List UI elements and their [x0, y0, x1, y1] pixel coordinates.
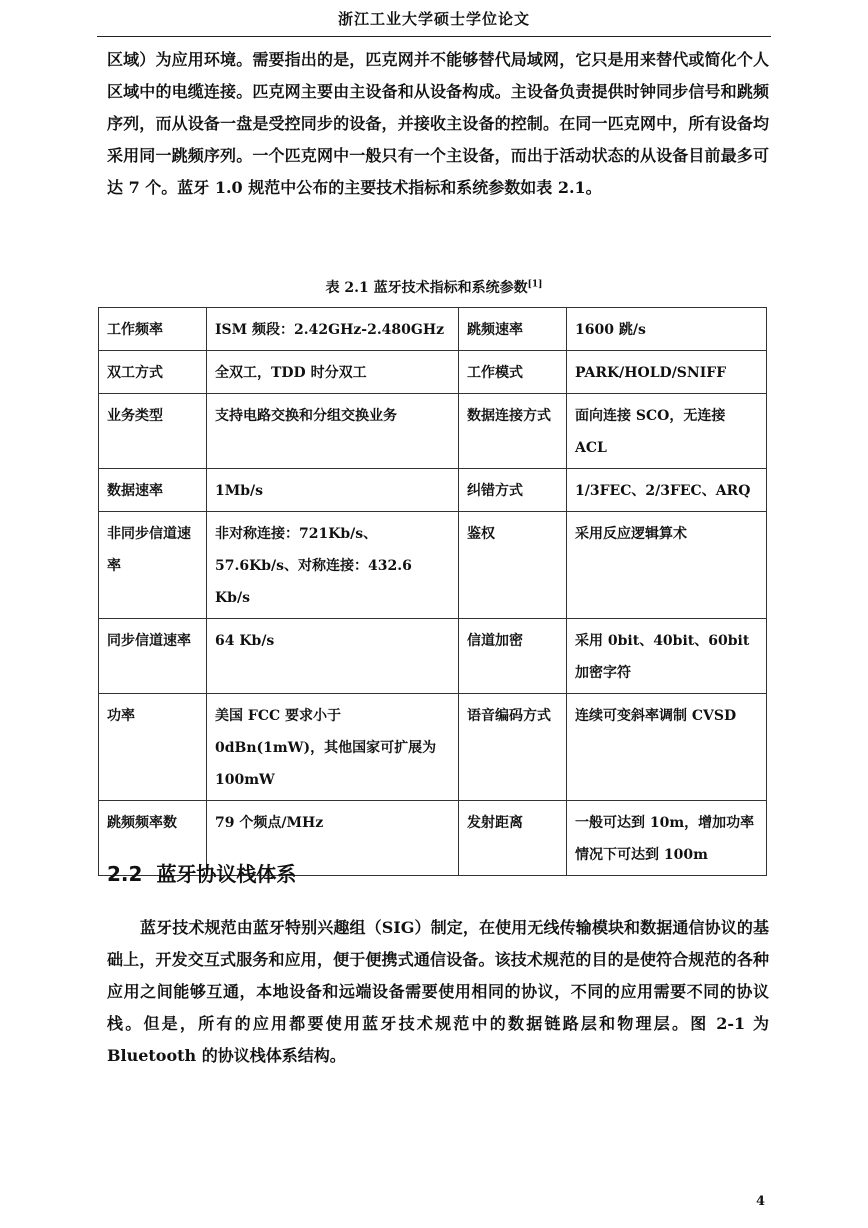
table-cell: 面向连接 SCO，无连接 ACL [567, 394, 767, 469]
body-paragraph-1: 区域）为应用环境。需要指出的是，匹克网并不能够替代局域网，它只是用来替代或简化个人区域中的电缆连接。匹克网主要由主设备和从设备构成。主设备负责提供时钟同步信号和跳频序列，而从设备一盘是受控同步的设备，并接收主设备的控制。在同一匹克网中，所有设备均采用同一跳频序列。一个匹克网中一般只有一个主设备，而出于活动状态的从设备目前最多可达 7 个。蓝牙 1.0 规范中公布的主要技术指标和系统参数如表 2.1。 [107, 50, 769, 197]
table-cell: 纠错方式 [459, 469, 567, 512]
table-cell: 工作频率 [99, 308, 207, 351]
header-rule [97, 36, 771, 37]
table-cell: 采用 0bit、40bit、60bit 加密字符 [567, 619, 767, 694]
table-cell: 工作模式 [459, 351, 567, 394]
table-cell: 跳频速率 [459, 308, 567, 351]
table-cell: 语音编码方式 [459, 694, 567, 801]
table-cell: 支持电路交换和分组交换业务 [207, 394, 459, 469]
table-row [99, 694, 767, 801]
table-cell: 数据连接方式 [459, 394, 567, 469]
citation-reference: [1] [527, 279, 543, 290]
section-heading [107, 858, 296, 887]
table-cell: 一般可达到 10m，增加功率情况下可达到 100m [567, 801, 767, 876]
table-row [99, 394, 767, 469]
spec-table [98, 307, 767, 876]
table-cell: 全双工，TDD 时分双工 [207, 351, 459, 394]
table-cell: PARK/HOLD/SNIFF [567, 351, 767, 394]
table-cell: 非对称连接：721Kb/s、57.6Kb/s、对称连接：432.6 Kb/s [207, 512, 459, 619]
table-row [99, 512, 767, 619]
table-cell: 1/3FEC、2/3FEC、ARQ [567, 469, 767, 512]
table-cell: 跳频频率数 [99, 801, 207, 876]
page-number: 4 [755, 1194, 765, 1209]
section-title: 蓝牙协议栈体系 [156, 862, 297, 886]
table-cell: 功率 [99, 694, 207, 801]
table-row [99, 619, 767, 694]
table-cell: 非同步信道速率 [99, 512, 207, 619]
table-cell: 同步信道速率 [99, 619, 207, 694]
table-cell: 发射距离 [459, 801, 567, 876]
body-paragraph-2: 蓝牙技术规范由蓝牙特别兴趣组（SIG）制定，在使用无线传输模块和数据通信协议的基础上，开发交互式服务和应用，便于便携式通信设备。该技术规范的目的是使符合规范的各种应用之间能够互通，本地设备和远端设备需要使用相同的协议，不同的应用需要不同的协议栈。但是，所有的应用都要使用蓝牙技术规范中的数据链路层和物理层。图 2-1 为 Bluetooth 的协议栈体系结构。 [107, 918, 769, 1065]
table-cell: 1Mb/s [207, 469, 459, 512]
table-row [99, 308, 767, 351]
table-cell: 连续可变斜率调制 CVSD [567, 694, 767, 801]
section-number: 2.2 [107, 862, 143, 886]
table-row [99, 351, 767, 394]
table-caption [0, 277, 868, 297]
table-cell: 美国 FCC 要求小于 0dBn(1mW)，其他国家可扩展为 100mW [207, 694, 459, 801]
table-cell: ISM 频段：2.42GHz-2.480GHz [207, 308, 459, 351]
table-cell: 采用反应逻辑算术 [567, 512, 767, 619]
table-cell: 业务类型 [99, 394, 207, 469]
table-cell: 1600 跳/s [567, 308, 767, 351]
table-cell: 信道加密 [459, 619, 567, 694]
table-cell: 79 个频点/MHz [207, 801, 459, 876]
table-cell: 数据速率 [99, 469, 207, 512]
running-header: 浙江工业大学硕士学位论文 [337, 10, 530, 28]
table-cell: 鉴权 [459, 512, 567, 619]
table-row [99, 469, 767, 512]
table-cell: 双工方式 [99, 351, 207, 394]
table-cell: 64 Kb/s [207, 619, 459, 694]
table-caption-text: 表 2.1 蓝牙技术指标和系统参数 [325, 280, 528, 296]
